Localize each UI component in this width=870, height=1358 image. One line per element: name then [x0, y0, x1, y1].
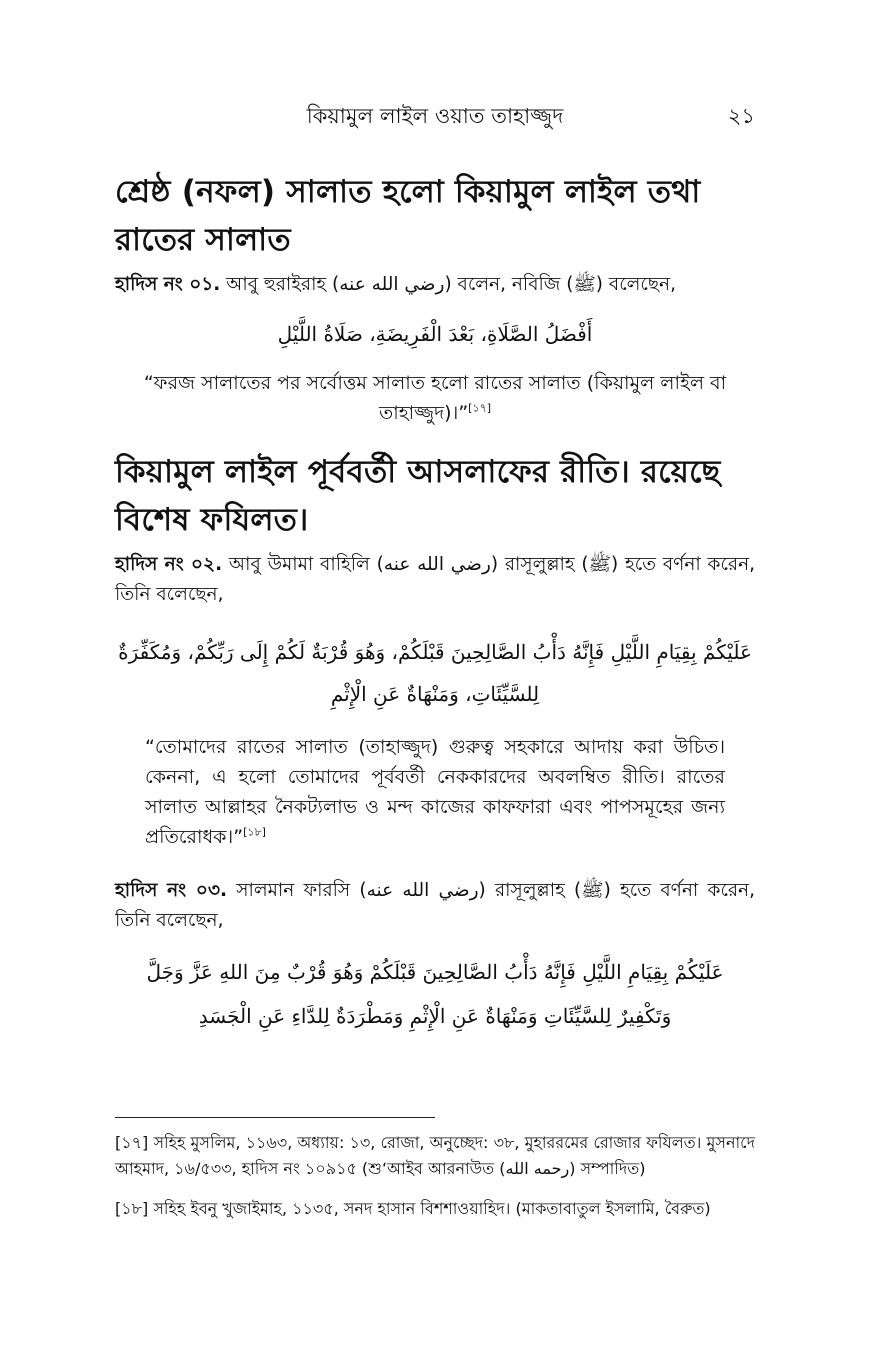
translation-text-1: “ফরজ সালাতের পর সর্বোত্তম সালাত হলো রাতের সালাত (কিয়ামুল লাইল বা তাহাজ্জুদ)।”	[143, 372, 727, 424]
hadith-label-3: হাদিস নং ০৩.	[115, 880, 228, 901]
hadith-label-2: হাদিস নং ০২.	[115, 554, 223, 575]
translation-text-2: “তোমাদের রাতের সালাত (তাহাজ্জুদ) গুরুত্ব সহকারে আদায় করা উচিত। কেননা, এ হলো তোমাদের পূর্ববর্তী নেককারদের অবলম্বিত রীতি। রাতের সালাত আল্লাহর নৈকট্যলাভ ও মন্দ কাজের কাফফারা এবং পাপসমূহের জন্য প্রতিরোধক।”	[145, 736, 725, 848]
arabic-text-2-line-1: عَلَيْكُمْ بِقِيَامِ اللَّيْلِ فَإِنَّهُ دَأْبُ الصَّالِحِينَ قَبْلَكُمْ، وَهُوَ قُرْبَةٌ لَكُمْ إِلَى رَبِّكُمْ، وَمُكَفِّرَةٌ	[118, 640, 752, 664]
hadith-intro-text-3: সালমান ফারসি (رضي الله عنه) রাসূলুল্লাহ (ﷺ) হতে বর্ণনা করেন, তিনি বলেছেন,	[115, 880, 755, 931]
hadith-intro-1	[115, 270, 755, 300]
footnote-18-number: [১৮]	[115, 1199, 149, 1218]
hadith-label-1: হাদিস নং ০১.	[115, 274, 221, 295]
arabic-text-3-line-1: عَلَيْكُمْ بِقِيَامِ اللَّيْلِ فَإِنَّهُ دَأْبُ الصَّالِحِينَ قَبْلَكُمْ وَهُوَ قُرْبٌ مِنَ اللهِ عَزَّ وَجَلَّ	[146, 960, 724, 984]
hadith-intro-2	[115, 550, 755, 610]
running-header	[115, 100, 755, 136]
footnote-17	[115, 1130, 755, 1182]
translation-1	[130, 368, 740, 428]
footnote-17-text: সহিহ মুসলিম, ১১৬৩, অধ্যায়: ১৩, রোজা, অনুচ্ছেদ: ৩৮, মুহাররমের রোজার ফযিলত। মুসনাদে আহমাদ, ১৬/৫৩৩, হাদিস নং ১০৯১৫ (শু‘আইব আরনাউত (رحمه الله) সম্পাদিত)	[115, 1133, 755, 1178]
page-number: ২১	[727, 104, 755, 128]
section-heading-1: শ্রেষ্ঠ (নফল) সালাত হলো কিয়ামুল লাইল তথা রাতের সালাত	[115, 174, 701, 258]
footnote-ref-17[interactable]: [১৭]	[468, 401, 492, 415]
footnote-ref-18[interactable]: [১৮]	[243, 825, 266, 839]
arabic-text-1: أَفْضَلُ الصَّلَاةِ، بَعْدَ الْفَرِيضَةِ، صَلَاةُ اللَّيْلِ	[277, 322, 593, 346]
arabic-text-2-line-2: لِلسَّيِّئَاتِ، وَمَنْهَاةٌ عَنِ الْإِثْمِ	[330, 682, 540, 706]
translation-2	[145, 732, 725, 852]
arabic-text-3-line-2: وَتَكْفِيرٌ لِلسَّيِّئَاتِ وَمَنْهَاةٌ عَنِ الْإِثْمِ وَمَطْرَدَةٌ لِلدَّاءِ عَنِ الْجَسَدِ	[198, 1004, 672, 1028]
running-title: কিয়ামুল লাইল ওয়াত তাহাজ্জুদ	[306, 104, 564, 128]
hadith-intro-text-1: আবু হুরাইরাহ (رضي الله عنه) বলেন, নবিজি (ﷺ) বলেছেন,	[226, 274, 676, 295]
footnote-divider	[115, 1117, 435, 1118]
hadith-intro-text-2: আবু উমামা বাহিলি (رضي الله عنه) রাসূলুল্লাহ (ﷺ) হতে বর্ণনা করেন, তিনি বলেছেন,	[115, 554, 755, 605]
footnote-17-number: [১৭]	[115, 1133, 149, 1152]
footnote-18-text: সহিহ ইবনু খুজাইমাহ, ১১৩৫, সনদ হাসান বিশশাওয়াহিদ। (মাকতাবাতুল ইসলামি, বৈরুত)	[153, 1199, 711, 1218]
footnote-18	[115, 1196, 755, 1222]
section-heading-2: কিয়ামুল লাইল পূর্ববর্তী আসলাফের রীতি। রয়েছে বিশেষ ফযিলত।	[115, 454, 721, 538]
hadith-intro-3	[115, 876, 755, 936]
